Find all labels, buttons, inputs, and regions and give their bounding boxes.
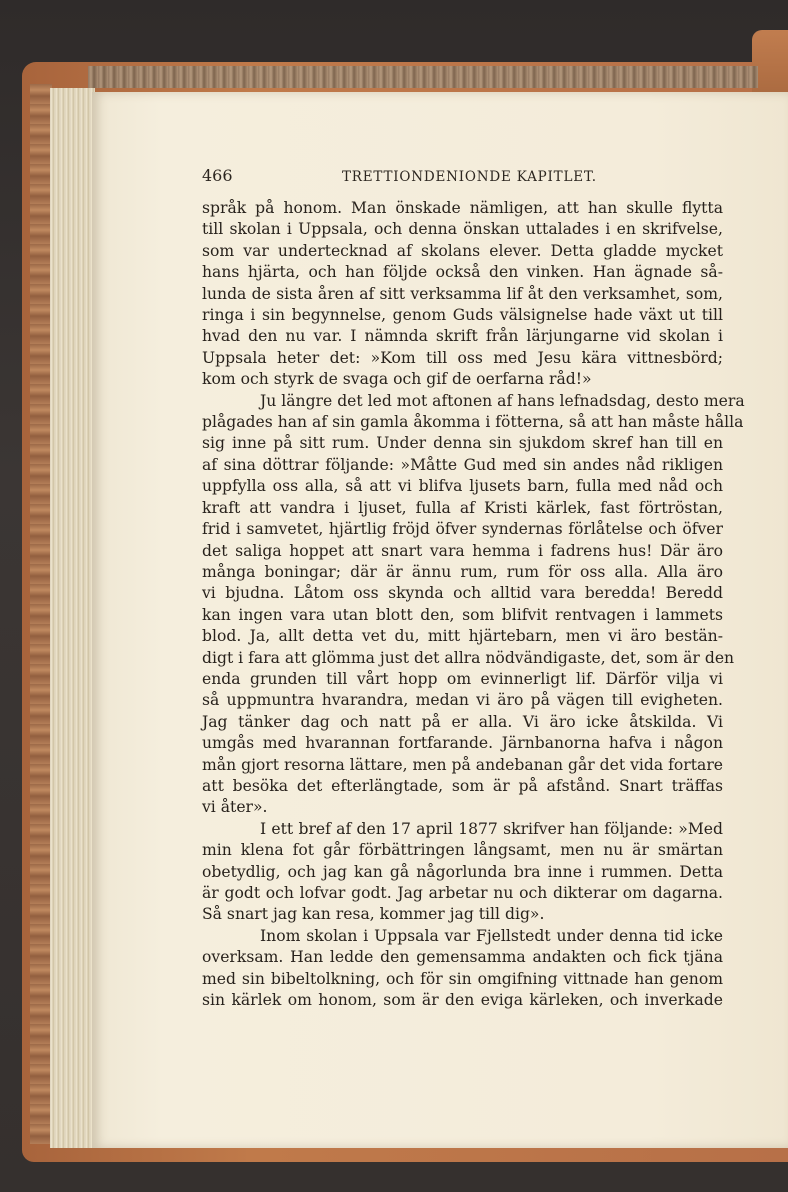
- text-line: att besöka det efterlängtade, som är på afstånd. Snart träffas: [202, 776, 723, 795]
- text-line: lunda de sista åren af sitt verksamma lif åt den verksamhet, som,: [202, 284, 723, 303]
- text-line: min klena fot går förbättringen långsamt, men nu är smärtan: [202, 841, 723, 860]
- page-number: 466: [202, 166, 233, 185]
- text-line: obetydlig, och jag kan gå någorlunda bra inne i rummen. Detta: [202, 862, 723, 881]
- book-corner: [752, 30, 788, 100]
- text-line: overksam. Han ledde den gemensamma andakten och fick tjäna: [202, 948, 723, 967]
- text-line: ringa i sin begynnelse, genom Guds välsignelse hade växt ut till: [202, 306, 723, 325]
- body-text: [202, 198, 745, 1011]
- text-line: sig inne på sitt rum. Under denna sin sjukdom skref han till en: [202, 434, 723, 453]
- text-line: Jag tänker dag och natt på er alla. Vi äro icke åtskilda. Vi: [202, 712, 723, 731]
- text-line: sin kärlek om honom, som är den eviga kärleken, och inverkade: [202, 991, 723, 1010]
- text-line: frid i samvetet, hjärtlig fröjd öfver syndernas förlåtelse och öfver: [202, 520, 723, 539]
- book-spine: [30, 84, 52, 1144]
- text-line: kom och styrk de svaga och gif de oerfarna råd!»: [202, 370, 592, 389]
- page-header: [202, 166, 722, 192]
- text-line: så uppmuntra hvarandra, medan vi äro på vägen till evigheten.: [202, 691, 723, 710]
- page-stack-edge: [50, 88, 95, 1148]
- text-line: hans hjärta, och han följde också den vinken. Han ägnade så-: [202, 263, 723, 282]
- text-line: vi bjudna. Låtom oss skynda och alltid vara beredda! Beredd: [202, 584, 723, 603]
- text-line: språk på honom. Man önskade nämligen, att han skulle flytta: [202, 199, 723, 217]
- text-line: af sina döttrar följande: »Måtte Gud med sin andes nåd rikligen: [202, 455, 723, 474]
- text-line: många boningar; där är ännu rum, rum för oss alla. Alla äro: [202, 562, 723, 581]
- text-line: umgås med hvarannan fortfarande. Järnbanorna hafva i någon: [202, 734, 723, 753]
- text-line: hvad den nu var. I nämnda skrift från lärjungarne vid skolan i: [202, 327, 723, 346]
- text-line: är godt och lofvar godt. Jag arbetar nu och dikterar om dagarna.: [202, 884, 723, 902]
- text-line: blod. Ja, allt detta vet du, mitt hjärtebarn, men vi äro bestän-: [202, 627, 723, 646]
- text-line: vi åter».: [202, 798, 268, 817]
- text-line: det saliga hoppet att snart vara hemma i fadrens hus! Där äro: [202, 541, 723, 560]
- text-line: digt i fara att glömma just det allra nödvändigaste, det, som är den: [202, 648, 735, 667]
- text-line: kraft att vandra i ljuset, fulla af Kristi kärlek, fast förtröstan,: [202, 498, 723, 517]
- text-line: uppfylla oss alla, så att vi blifva ljusets barn, fulla med nåd och: [202, 477, 723, 496]
- text-line: plågades han af sin gamla åkomma i fötterna, så att han måste hålla: [202, 413, 744, 432]
- text-line: Uppsala heter det: »Kom till oss med Jesu kära vittnesbörd;: [202, 348, 723, 367]
- page-top-edge: [88, 66, 758, 88]
- text-line: Så snart jag kan resa, kommer jag till dig».: [202, 905, 545, 924]
- running-title: TRETTIONDENIONDE KAPITLET.: [342, 169, 597, 185]
- text-line: med sin bibeltolkning, och för sin omgifning vittnade han genom: [202, 969, 723, 988]
- text-line: Inom skolan i Uppsala var Fjellstedt under denna tid icke: [260, 926, 723, 945]
- text-line: I ett bref af den 17 april 1877 skrifver han följande: »Med: [260, 819, 723, 838]
- text-line: enda grunden till vårt hopp om evinnerligt lif. Därför vilja vi: [202, 669, 723, 688]
- text-line: mån gjort resorna lättare, men på andebanan går det vida fortare: [202, 755, 723, 774]
- text-line: Ju längre det led mot aftonen af hans lefnadsdag, desto mera: [260, 391, 745, 410]
- text-line: som var undertecknad af skolans elever. Detta gladde mycket: [202, 241, 723, 260]
- text-line: kan ingen vara utan blott den, som blifvit rentvagen i lammets: [202, 605, 723, 624]
- text-line: till skolan i Uppsala, och denna önskan uttalades i en skrifvelse,: [202, 220, 723, 239]
